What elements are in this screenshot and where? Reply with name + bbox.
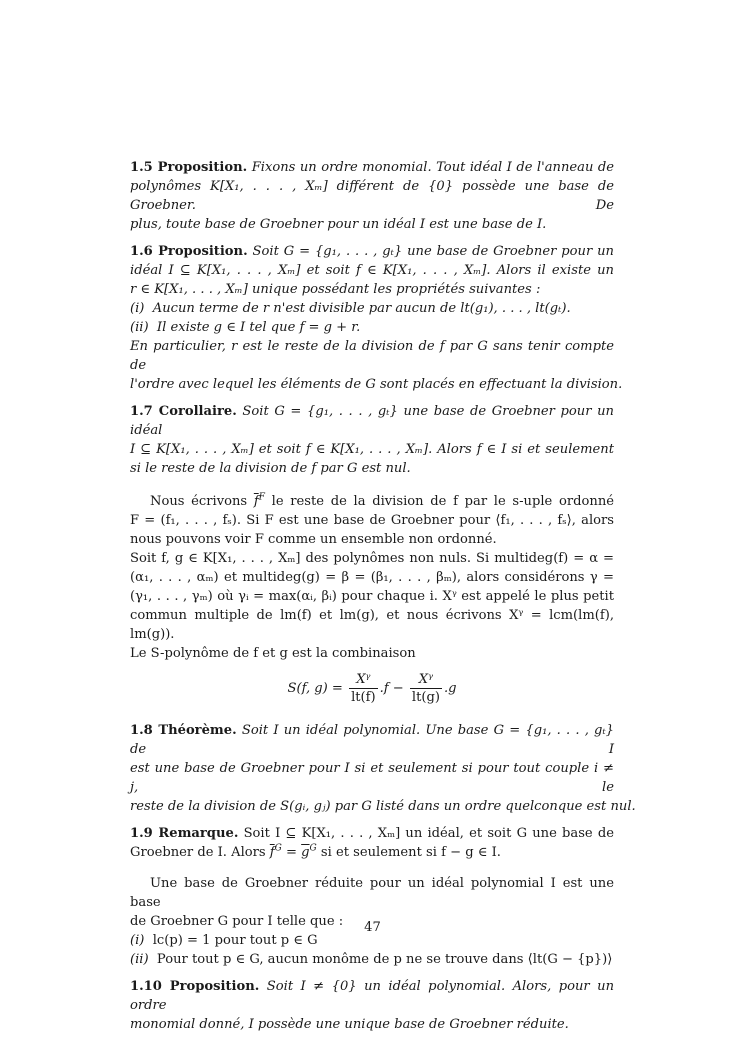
proposition-1-6-line-6: En particulier, r est le reste de la division de f par G sans tenir compte de xyxy=(130,339,614,373)
paragraph-2-line-2: de Groebner G pour I telle que : xyxy=(130,914,344,929)
proposition-1-10-heading: 1.10 Proposition. xyxy=(130,979,260,994)
paragraph-remainder-notation xyxy=(130,492,614,663)
theorem-1-8 xyxy=(130,721,636,816)
formula-end: .g xyxy=(443,681,457,696)
proposition-1-6-item-ii xyxy=(130,318,614,337)
proposition-1-5-line-1: Fixons un ordre monomial. Tout idéal I de l'anneau de xyxy=(251,160,614,175)
paragraph-1-line-4: Soit f, g ∈ K[X₁, . . . , Xₘ] des polynômes non nuls. Si multideg(f) = α = xyxy=(130,551,614,566)
f-bar-symbol: $\overline{f}$ xyxy=(269,845,275,860)
corollary-1-7-line-3: si le reste de la division de f par G est nul. xyxy=(130,461,411,476)
paragraph-1-line-3: nous pouvons voir F comme un ensemble non ordonné. xyxy=(130,532,497,547)
paragraph-1-line-7: commun multiple de lm(f) et lm(g), et nous écrivons Xᵞ = lcm(lm(f), lm(g)). xyxy=(130,608,614,642)
proposition-1-6-item-i xyxy=(130,299,614,318)
paragraph-2-item-i: (i) lc(p) = 1 pour tout p ∈ G xyxy=(130,933,318,948)
proposition-1-6-line-1: Soit G = {g₁, . . . , gₜ} une base de Groebner pour un xyxy=(252,244,614,259)
formula-middle: .f − xyxy=(379,681,408,696)
theorem-1-8-heading: 1.8 Théorème. xyxy=(130,723,237,738)
item-i-marker: (i) xyxy=(130,301,145,316)
theorem-1-8-line-2: est une base de Groebner pour I si et seulement si pour tout couple i ≠ j, le xyxy=(130,761,614,795)
s-polynomial-formula xyxy=(130,671,614,711)
corollary-1-7 xyxy=(130,402,614,478)
proposition-1-6-heading: 1.6 Proposition. xyxy=(130,244,248,259)
paragraph-1-line-5: (α₁, . . . , αₘ) et multideg(g) = β = (β₁, . . . , βₘ), alors considérons γ = xyxy=(130,570,614,585)
proposition-1-5 xyxy=(130,158,614,234)
paragraph-2-line-1: Une base de Groebner réduite pour un idéal polynomial I est une base xyxy=(130,876,614,910)
proposition-1-10-line-2: monomial donné, I possède une unique base de Groebner réduite. xyxy=(130,1017,569,1032)
formula-fraction-1: $\frac{\text{Xᵞ}}{lt(f)}$ xyxy=(351,672,376,705)
page-body xyxy=(130,158,636,1042)
proposition-1-5-heading: 1.5 Proposition. xyxy=(130,160,248,175)
proposition-1-5-line-3: plus, toute base de Groebner pour un idéal I est une base de I. xyxy=(130,217,547,232)
remark-1-9-heading: 1.9 Remarque. xyxy=(130,826,239,841)
formula-lhs: S(f, g) = xyxy=(287,681,348,696)
proposition-1-6-line-3: r ∈ K[X₁, . . . , Xₘ] unique possédant les propriétés suivantes : xyxy=(130,282,541,297)
remark-1-9 xyxy=(130,824,614,862)
g-bar-symbol: $\overline{g}$ xyxy=(301,845,310,860)
item-ii-text: Il existe g ∈ I tel que f = g + r. xyxy=(156,320,361,335)
remark-1-9-line-2: Groebner de I. Alors $\overline{f}^G = \overline{g}^G$ si et seulement si f − g ∈ I. xyxy=(130,843,501,860)
f-bar-symbol: $\overline{f}$ xyxy=(253,494,259,509)
proposition-1-10-line-1: Soit I ≠ {0} un idéal polynomial. Alors, pour un ordre xyxy=(130,979,614,1013)
paragraph-1-line-8: Le S-polynôme de f et g est la combinaison xyxy=(130,646,416,661)
item-i-text: Aucun terme de r n'est divisible par aucun de lt(g₁), . . . , lt(gₜ). xyxy=(152,301,571,316)
remark-1-9-line-1: Soit I ⊆ K[X₁, . . . , Xₘ] un idéal, et soit G une base de xyxy=(243,826,614,841)
theorem-1-8-line-3: reste de la division de S(gᵢ, gⱼ) par G listé dans un ordre quelconque est nul. xyxy=(130,799,636,814)
paragraph-1-line-1: Nous écrivons $\overline{f}^F$ le reste de la division de f par le s-uple ordonné xyxy=(150,492,614,509)
paragraph-1-line-6: (γ₁, . . . , γₘ) où γᵢ = max(αᵢ, βᵢ) pour chaque i. Xᵞ est appelé le plus petit xyxy=(130,589,614,604)
proposition-1-10 xyxy=(130,977,614,1034)
paragraph-1-line-2: F = (f₁, . . . , fₛ). Si F est une base de Groebner pour ⟨f₁, . . . , fₛ⟩, alors xyxy=(130,513,614,528)
proposition-1-5-line-2: polynômes K[X₁, . . . , Xₘ] différent de {0} possède une base de Groebner. De xyxy=(130,179,614,213)
corollary-1-7-heading: 1.7 Corollaire. xyxy=(130,404,237,419)
page-number: 47 xyxy=(364,920,381,935)
proposition-1-6-line-7: l'ordre avec lequel les éléments de G sont placés en effectuant la division. xyxy=(130,377,623,392)
proposition-1-6-line-2: idéal I ⊆ K[X₁, . . . , Xₘ] et soit f ∈ K[X₁, . . . , Xₘ]. Alors il existe un xyxy=(130,263,614,278)
formula-fraction-2: $\frac{\text{Xᵞ}}{lt(g)}$ xyxy=(411,672,440,705)
corollary-1-7-line-1: Soit G = {g₁, . . . , gₜ} une base de Groebner pour un idéal xyxy=(130,404,614,438)
paragraph-2-item-ii: (ii) Pour tout p ∈ G, aucun monôme de p ne se trouve dans ⟨lt(G − {p})⟩ xyxy=(130,952,613,967)
theorem-1-8-line-1: Soit I un idéal polynomial. Une base G = {g₁, . . . , gₜ} de I xyxy=(130,723,614,757)
item-ii-marker: (ii) xyxy=(130,320,149,335)
proposition-1-6 xyxy=(130,242,623,394)
corollary-1-7-line-2: I ⊆ K[X₁, . . . , Xₘ] et soit f ∈ K[X₁, . . . , Xₘ]. Alors f ∈ I si et seulement xyxy=(130,442,614,457)
